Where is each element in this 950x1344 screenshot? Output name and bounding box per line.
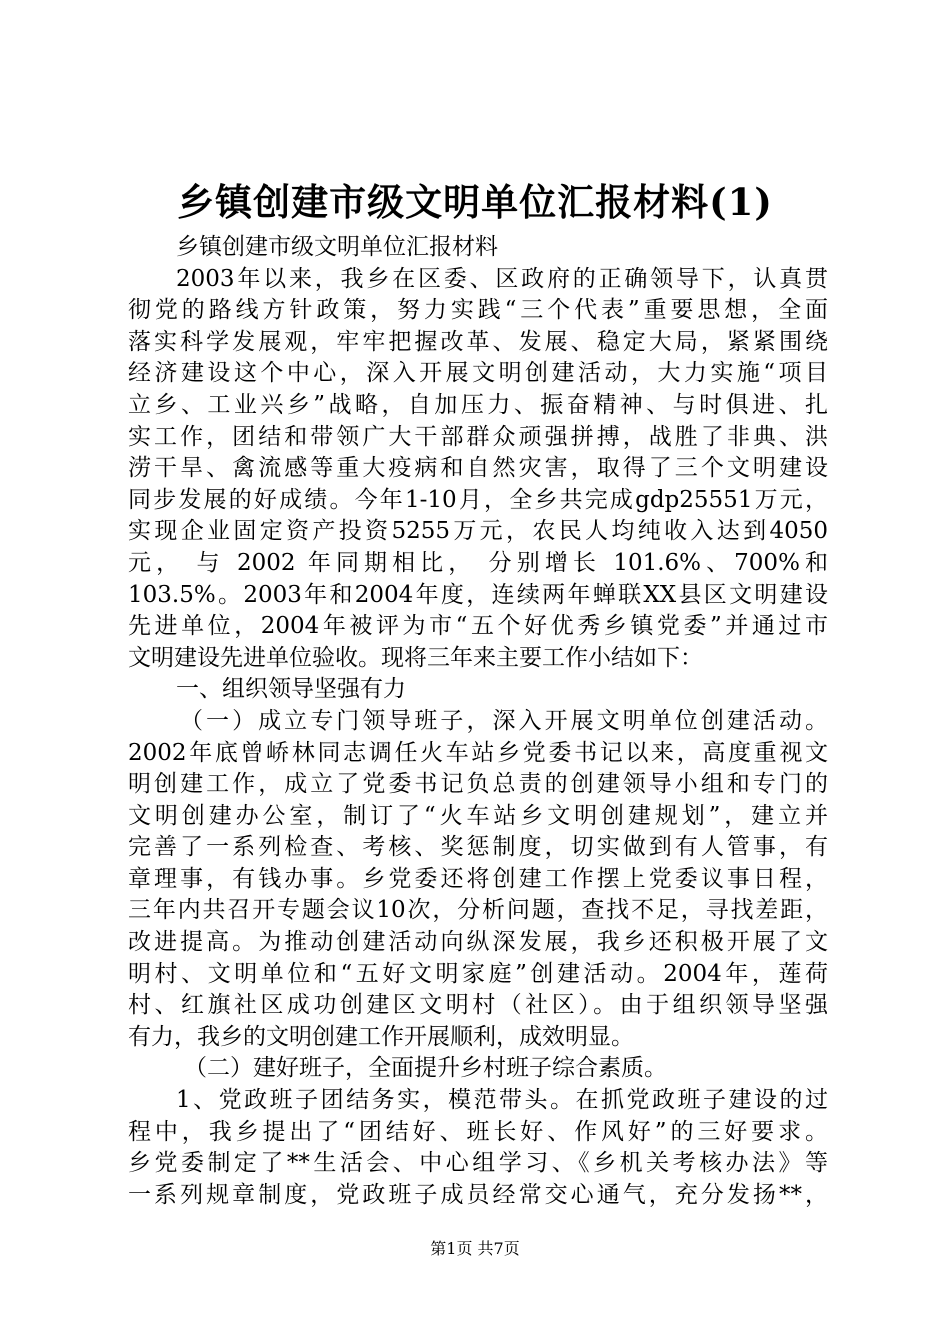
paragraph-line: 同步发展的好成绩。今年1-10月，全乡共完成gdp25551万元， bbox=[128, 486, 828, 513]
paragraph-line: 涝干旱、禽流感等重大疫病和自然灾害，取得了三个文明建设 bbox=[128, 455, 828, 482]
paragraph-line: 经济建设这个中心，深入开展文明创建活动，大力实施“项目 bbox=[128, 360, 828, 387]
page-footer: 第1页 共7页 bbox=[430, 1239, 520, 1258]
paragraph-line: 有力，我乡的文明创建工作开展顺利，成效明显。 bbox=[128, 1023, 634, 1050]
paragraph-line: 改进提高。为推动创建活动向纵深发展，我乡还积极开展了文 bbox=[128, 929, 828, 956]
paragraph-line: 乡党委制定了**生活会、中心组学习、《乡机关考核办法》等 bbox=[128, 1150, 828, 1177]
paragraph-line: 文明创建办公室，制订了“火车站乡文明创建规划”，建立并 bbox=[128, 802, 828, 829]
paragraph-line: 实现企业固定资产投资5255万元，农民人均纯收入达到4050 bbox=[128, 518, 828, 545]
paragraph-line: 彻党的路线方针政策，努力实践“三个代表”重要思想，全面 bbox=[128, 297, 828, 324]
paragraph-line: 2003年以来，我乡在区委、区政府的正确领导下，认真贯 bbox=[176, 265, 828, 292]
subsection-heading: （一）成立专门领导班子，深入开展文明单位创建活动。 bbox=[180, 707, 828, 734]
paragraph-line: 明创建工作，成立了党委书记负总责的创建领导小组和专门的 bbox=[128, 771, 828, 798]
paragraph-line: 2002年底曾峤林同志调任火车站乡党委书记以来，高度重视文 bbox=[128, 739, 828, 766]
paragraph-line: 立乡、工业兴乡”战略，自加压力、振奋精神、与时俱进、扎 bbox=[128, 391, 828, 418]
paragraph-line: 章理事，有钱办事。乡党委还将创建工作摆上党委议事日程， bbox=[128, 865, 828, 892]
paragraph-line: 村、红旗社区成功创建区文明村（社区）。由于组织领导坚强 bbox=[128, 992, 828, 1019]
paragraph-line: 三年内共召开专题会议10次，分析问题，查找不足，寻找差距， bbox=[128, 897, 828, 924]
paragraph-line: 一系列规章制度，党政班子成员经常交心通气，充分发扬**， bbox=[128, 1181, 828, 1208]
document-body bbox=[128, 232, 828, 1211]
paragraph-line: 落实科学发展观，牢牢把握改革、发展、稳定大局，紧紧围绕 bbox=[128, 328, 828, 355]
paragraph-line: 先进单位，2004年被评为市“五个好优秀乡镇党委”并通过市 bbox=[128, 613, 828, 640]
paragraph-line: 实工作，团结和带领广大干部群众顽强拼搏，战胜了非典、洪 bbox=[128, 423, 828, 450]
paragraph-line: 文明建设先进单位验收。现将三年来主要工作小结如下： bbox=[128, 644, 703, 671]
paragraph-line: 103.5%。2003年和2004年度，连续两年蝉联XX县区文明建设 bbox=[128, 581, 828, 608]
paragraph-line: 明村、文明单位和“五好文明家庭”创建活动。2004年，莲荷 bbox=[128, 960, 828, 987]
subsection-heading: （二）建好班子，全面提升乡村班子综合素质。 bbox=[184, 1055, 667, 1082]
document-title: 乡镇创建市级文明单位汇报材料(1) bbox=[177, 180, 773, 224]
subtitle-line: 乡镇创建市级文明单位汇报材料 bbox=[176, 234, 498, 260]
paragraph-line: 元， 与 2002 年同期相比， 分别增长 101.6%、700%和 bbox=[128, 549, 828, 576]
paragraph-line: 完善了一系列检查、考核、奖惩制度，切实做到有人管事，有 bbox=[128, 834, 828, 861]
section-heading: 一、组织领导坚强有力 bbox=[176, 676, 406, 703]
paragraph-line: 程中，我乡提出了“团结好、班长好、作风好”的三好要求。 bbox=[128, 1118, 828, 1145]
paragraph-line: 1、党政班子团结务实，模范带头。在抓党政班子建设的过 bbox=[176, 1087, 828, 1114]
